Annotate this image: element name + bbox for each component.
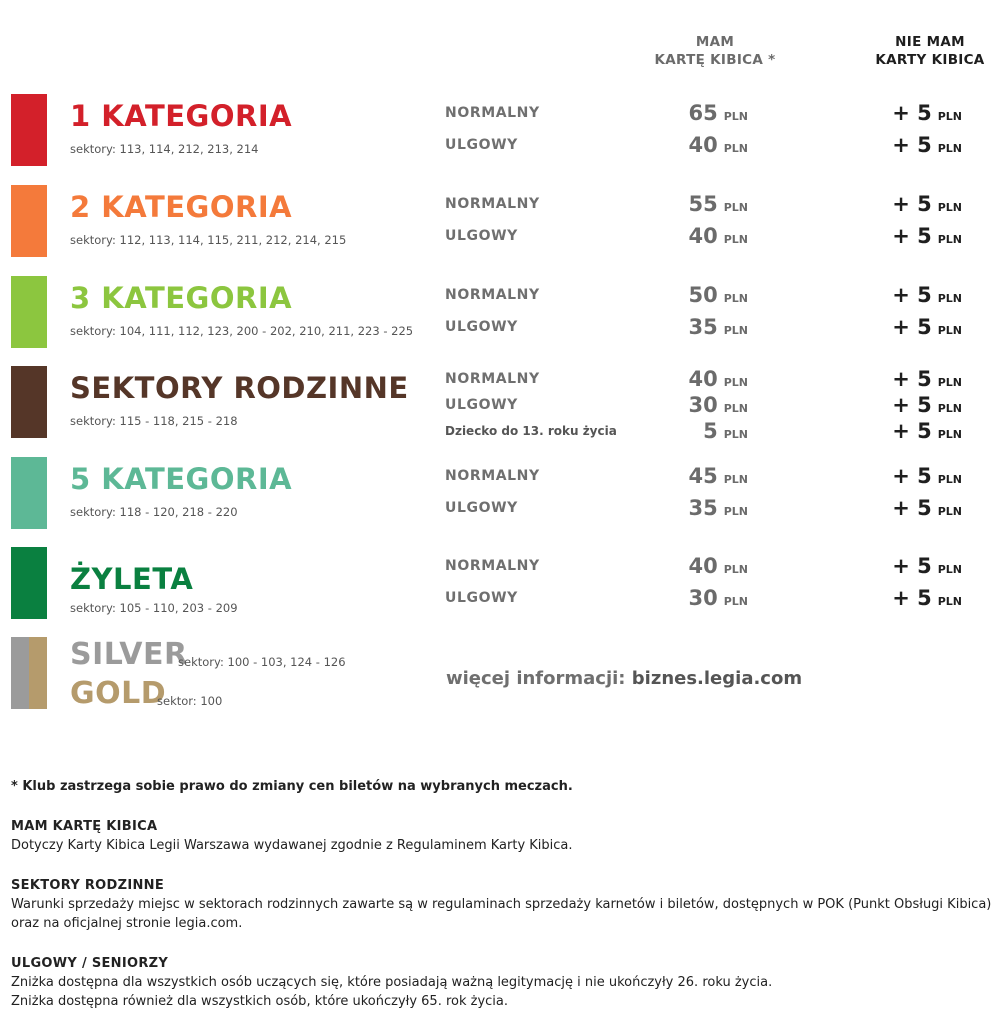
family-sectors-text-line1: Warunki sprzedaży miejsc w sektorach rodzinnych zawarte są w regulaminach sprzedaży karnetów i biletów, dostępnych w POK (Punkt Obsługi Kibica) [11,897,992,912]
ticket-row [0,420,993,446]
currency-label: PLN [937,233,962,246]
price-with-card [620,314,748,344]
price-value: 35 [688,315,718,339]
surcharge-without-card [840,553,962,583]
surcharge-value: + 5 [892,224,932,248]
price-with-card [620,553,748,583]
price-with-card [620,282,748,312]
surcharge-value: + 5 [892,586,932,610]
category-block [0,547,993,621]
currency-label: PLN [723,142,748,155]
surcharge-value: + 5 [892,283,932,307]
fan-card-text: Dotyczy Karty Kibica Legii Warszawa wydawanej zgodnie z Regulaminem Karty Kibica. [11,838,573,853]
surcharge-without-card [840,191,962,221]
currency-label: PLN [937,402,962,415]
ticket-type-label: NORMALNY [445,196,540,212]
reduced-text-line1: Zniżka dostępna dla wszystkich osób uczących się, które posiadają ważną legitymację i nie ukończyły 26. roku życia. [11,975,773,990]
ticket-type-label: NORMALNY [445,558,540,574]
ticket-row [0,102,993,128]
column-header-no-fan-card [840,33,993,69]
currency-label: PLN [723,473,748,486]
currency-label: PLN [937,428,962,441]
ticket-row [0,284,993,310]
ticket-type-label: ULGOWY [445,319,518,335]
price-with-card [620,191,748,221]
surcharge-value: + 5 [892,464,932,488]
fan-card-heading: MAM KARTĘ KIBICA [11,819,158,834]
currency-label: PLN [723,428,748,441]
currency-label: PLN [723,376,748,389]
price-value: 65 [688,101,718,125]
family-sectors-text-line2: oraz na oficjalnej stronie legia.com. [11,916,243,931]
price-value: 40 [688,367,718,391]
price-value: 55 [688,192,718,216]
category-block [0,185,993,259]
price-value: 40 [688,224,718,248]
ticket-row [0,497,993,523]
price-value: 30 [688,393,718,417]
surcharge-without-card [840,100,962,130]
ticket-type-label: ULGOWY [445,397,518,413]
silver-gold-swatch [11,637,47,709]
category-title: 2 KATEGORIA [70,190,293,224]
currency-label: PLN [723,324,748,337]
category-sectors: sektory: 104, 111, 112, 123, 200 - 202, 210, 211, 223 - 225 [70,324,414,338]
category-title: SEKTORY RODZINNE [70,371,409,405]
ticket-type-label: NORMALNY [445,371,540,387]
column-header-fan-card [625,33,805,69]
category-title: 1 KATEGORIA [70,99,293,133]
currency-label: PLN [937,473,962,486]
ticket-row [0,134,993,160]
column-header-no-fan-card-line2: KARTY KIBICA [875,52,985,68]
category-title: 5 KATEGORIA [70,462,293,496]
price-with-card [620,463,748,493]
more-info [446,668,802,689]
surcharge-without-card [840,223,962,253]
category-block [0,457,993,531]
price-value: 40 [688,133,718,157]
price-value: 45 [688,464,718,488]
surcharge-without-card [840,463,962,493]
category-sectors: sektory: 118 - 120, 218 - 220 [70,505,238,519]
price-value: 35 [688,496,718,520]
surcharge-value: + 5 [892,367,932,391]
price-with-card [620,223,748,253]
ticket-type-label: Dziecko do 13. roku życia [445,424,617,438]
ticket-row [0,555,993,581]
currency-label: PLN [937,563,962,576]
currency-label: PLN [937,505,962,518]
gold-color-swatch [29,637,47,709]
silver-sectors: sektory: 100 - 103, 124 - 126 [178,655,346,669]
ticket-row [0,394,993,420]
price-change-note: * Klub zastrzega sobie prawo do zmiany cen biletów na wybranych meczach. [11,779,573,794]
surcharge-without-card [840,418,962,448]
surcharge-without-card [840,282,962,312]
category-sectors: sektory: 113, 114, 212, 213, 214 [70,142,259,156]
surcharge-value: + 5 [892,393,932,417]
surcharge-value: + 5 [892,101,932,125]
ticket-type-label: ULGOWY [445,590,518,606]
currency-label: PLN [937,201,962,214]
family-sectors-heading: SEKTORY RODZINNE [11,878,165,893]
surcharge-without-card [840,132,962,162]
more-info-prefix: więcej informacji: [446,668,626,689]
category-block [0,366,993,443]
ticket-row [0,225,993,251]
ticket-row [0,368,993,394]
currency-label: PLN [723,110,748,123]
currency-label: PLN [937,376,962,389]
category-block [0,94,993,168]
price-value: 5 [703,419,718,443]
price-value: 40 [688,554,718,578]
ticket-type-label: NORMALNY [445,468,540,484]
currency-label: PLN [723,233,748,246]
currency-label: PLN [937,142,962,155]
silver-title: SILVER [70,637,188,672]
category-title: 3 KATEGORIA [70,281,293,315]
category-sectors: sektory: 105 - 110, 203 - 209 [70,601,238,615]
silver-color-swatch [11,637,29,709]
ticket-row [0,465,993,491]
currency-label: PLN [937,595,962,608]
price-with-card [620,495,748,525]
ticket-type-label: NORMALNY [445,105,540,121]
price-with-card [620,585,748,615]
surcharge-without-card [840,495,962,525]
column-header-no-fan-card-line1: NIE MAM [895,34,965,50]
price-with-card [620,418,748,448]
currency-label: PLN [723,505,748,518]
ticket-type-label: ULGOWY [445,137,518,153]
ticket-type-label: ULGOWY [445,228,518,244]
column-header-fan-card-line1: MAM [695,34,735,50]
ticket-row [0,587,993,613]
column-header-fan-card-line2: KARTĘ KIBICA * [654,52,776,68]
currency-label: PLN [723,201,748,214]
gold-sectors: sektor: 100 [157,694,223,708]
currency-label: PLN [723,402,748,415]
surcharge-value: + 5 [892,554,932,578]
price-with-card [620,132,748,162]
surcharge-value: + 5 [892,192,932,216]
currency-label: PLN [723,595,748,608]
currency-label: PLN [937,324,962,337]
price-value: 50 [688,283,718,307]
price-value: 30 [688,586,718,610]
currency-label: PLN [723,563,748,576]
surcharge-without-card [840,314,962,344]
category-sectors: sektory: 112, 113, 114, 115, 211, 212, 214, 215 [70,233,347,247]
ticket-row [0,316,993,342]
more-info-link[interactable]: biznes.legia.com [631,668,803,689]
surcharge-value: + 5 [892,496,932,520]
category-sectors: sektory: 115 - 118, 215 - 218 [70,414,238,428]
ticket-row [0,193,993,219]
category-block [0,276,993,350]
gold-title: GOLD [70,676,167,711]
reduced-text-line2: Zniżka dostępna również dla wszystkich osób, które ukończyły 65. rok życia. [11,994,509,1009]
reduced-seniors-heading: ULGOWY / SENIORZY [11,956,169,971]
ticket-type-label: NORMALNY [445,287,540,303]
currency-label: PLN [937,292,962,305]
surcharge-value: + 5 [892,419,932,443]
category-title: ŻYLETA [70,562,194,596]
surcharge-value: + 5 [892,133,932,157]
surcharge-value: + 5 [892,315,932,339]
currency-label: PLN [723,292,748,305]
price-with-card [620,100,748,130]
ticket-type-label: ULGOWY [445,500,518,516]
currency-label: PLN [937,110,962,123]
surcharge-without-card [840,585,962,615]
